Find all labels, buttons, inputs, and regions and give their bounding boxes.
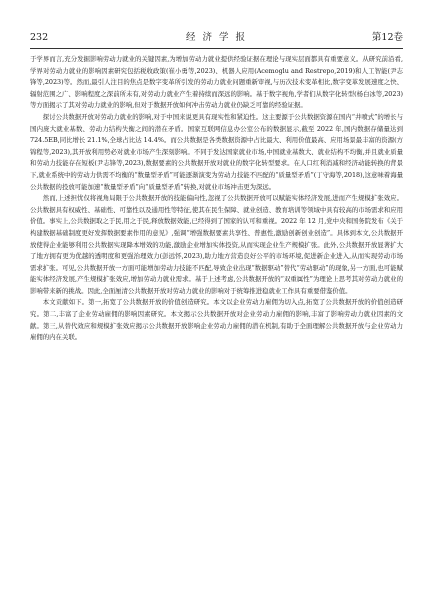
article-body	[30, 54, 403, 575]
header-rule	[30, 48, 403, 49]
paragraph: 本文贡献如下。第一,拓宽了公共数据开放的价值创造研究。本文以企业劳动力雇佣为切入点,拓宽了公共数据开放的价值创造研究。第二,丰富了企业劳动雇佣的影响因素研究。本文揭示公共数据开放对企业劳动力雇佣的影响,丰富了影响劳动力就业因素的文献。第三,从替代效应和规模扩张效应揭示公共数据开放影响企业劳动力雇佣的潜在机制,有助于全面理解公共数据开放与企业劳动力雇佣的内在关联。	[30, 298, 403, 342]
paragraph: 然而,上述担忧仅将视角局限于公共数据开放的技能偏向性,忽视了公共数据开放可以赋能实体经济发展,进而产生规模扩张效应。公共数据具有权威性、基础性、可靠性以及通用性等特征,使其在民生保障、就业创造、教育培训等领域中具有较高的市场需求和应用价值。事实上,公共数据取之于民,用之于民,释放数据效能,已经得到了国家的认可和重视。2022 年 12 月,党中央和国务院发布《关于构建数据基础制度更好发挥数据要素作用的意见》,强调“增强数据要素共享性、普惠性,激励创新创业创造”。具体到本文,公共数据开放使得企业能够利用公共数据实现降本增效的功能,激励企业增加实体投资,从而实现企业生产规模扩张。此外,公共数据开放显著扩大了地方拥有更为优越的透明度和更强治理效力(彭远怀,2023),助力地方营造良好公平的市场环境,促进新企业进入,从而实现劳动市场需求扩张。可见,公共数据开放一方面可能增加劳动力技能不匹配,导致企业出现“数据驱动”替代“劳动驱动”的现象,另一方面,也可能赋能实体经济发展,产生规模扩张效应,增加劳动力就业需求。基于上述考虑,公共数据开放的“双重属性”为理论上思考其对劳动力就业的影响带来新的挑战。因此,全面厘清公共数据开放对劳动力就业的影响对于统筹推进稳就业工作具有重要借鉴价值。	[30, 194, 403, 295]
paragraph: 于学界而言,充分发掘影响劳动力就业的关键因素,为增加劳动力就业提供经验证据在理论与现实层面都具有重要意义。从研究前沿看,学界对劳动力就业的影响因素研究包括税收政策(崔小勇等,2023)、机器人应用(Acemoglu and Restrepo,2019)和人工智能(尹志锋等,2023)等。然而,最引人注目的焦点是数字变革所引发的劳动力就业问题重新审视,与历次技术变革相比,数字变革发展速度之快、辐射范围之广、影响程度之深前所未有,对劳动力就业产生着持续而深远的影响。基于数字视角,学者们从数字化转型(杨白冰等,2023)等方面揭示了其对劳动力就业的影响,但对于数据开放如何冲击劳动力就业仍缺乏可靠的经验证据。	[30, 55, 403, 110]
page-number: 232	[30, 32, 49, 43]
journal-name: 经 济 学 报	[185, 32, 248, 43]
volume-label: 第12卷	[371, 32, 403, 43]
page-header	[30, 31, 403, 45]
paragraph: 探讨公共数据开放对劳动力就业的影响,对于中国来说更具有现实性和紧迫性。这主要源于公共数据资源在国内“井喷式”的增长与国内庞大就业基数、劳动力结构失衡之间的潜在矛盾。国家互联网信息办公室公布的数据显示,截至 2022 年,国内数据存储量达到724.5EB,同比增长 21.1%,全球占比达 14.4%。而公共数据是各类数据资源中占比最大、利用价值最高、应用场景最丰富的资源(方锦程等,2023),其开放利用势必对就业市场产生深刻影响。不同于发达国家就业市场,中国就业基数大、就业结构不均衡,并且就业质量和劳动力技能存在短板(尹志锋等,2023),数据要素的公共数据开放对就业的数字化转型要求。在人口红利消减和经济动能转换的背景下,就业系统中的劳动力供需不均衡的“数量型矛盾”可能逐渐演变为劳动力技能不匹配的“质量型矛盾”(丁守海等,2018),这意味着海量公共数据的投放可能加速“数量型矛盾”向“质量型矛盾”转换,对就业市场冲击更为深远。	[30, 112, 403, 191]
